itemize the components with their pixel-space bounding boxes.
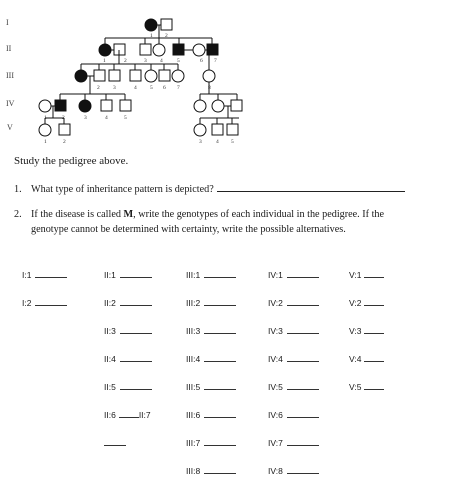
answer-I-1 [22, 270, 67, 280]
blank-V-2[interactable] [364, 298, 384, 306]
blank-II-5[interactable] [120, 382, 152, 390]
individual-III-2 [94, 70, 105, 81]
blank-IV-3[interactable] [287, 326, 319, 334]
answer-IV-6 [268, 410, 319, 420]
label-II-1: II:1 [104, 270, 116, 280]
num-III-6: 6 [163, 85, 166, 91]
individual-II-1 [99, 44, 111, 56]
label-II-4: II:4 [104, 354, 116, 364]
individual-III-3 [109, 70, 120, 81]
individual-IV-6 [194, 100, 206, 112]
individual-I-2 [161, 19, 172, 30]
individual-III-8 [203, 70, 215, 82]
num-II-4: 4 [160, 58, 163, 64]
blank-V-4[interactable] [364, 354, 384, 362]
label-I-1: I:1 [22, 270, 32, 280]
answer-II-5 [104, 382, 152, 392]
answer-III-6 [186, 410, 236, 420]
label-II-2: II:2 [104, 298, 116, 308]
label-II-5: II:5 [104, 382, 116, 392]
individual-III-5 [145, 70, 157, 82]
answer-II-2 [104, 298, 152, 308]
label-III-3: III:3 [186, 326, 201, 336]
num-III-2: 2 [97, 85, 100, 91]
blank-I-1[interactable] [35, 270, 67, 278]
blank-II-7[interactable] [104, 438, 126, 446]
label-V-3: V:3 [349, 326, 362, 336]
num-II-2: 2 [124, 58, 127, 64]
question-2 [14, 207, 444, 237]
label-III-6: III:6 [186, 410, 201, 420]
question-2-number: 2. [14, 209, 22, 220]
individual-IV-7 [212, 100, 224, 112]
answer-V-5 [349, 382, 384, 392]
blank-V-1[interactable] [364, 270, 384, 278]
individual-III-1 [75, 70, 87, 82]
answer-III-4 [186, 354, 236, 364]
label-IV-2: IV:2 [268, 298, 283, 308]
blank-I-2[interactable] [35, 298, 67, 306]
gen-label-v: V [7, 123, 13, 132]
blank-IV-5[interactable] [287, 382, 319, 390]
pedigree-chart [0, 0, 451, 150]
num-II-3: 3 [144, 58, 147, 64]
gen-label-iii: III [6, 71, 14, 80]
individual-IV-4 [101, 100, 112, 111]
individual-V-5 [227, 124, 238, 135]
instruction-text: Study the pedigree above. [14, 155, 129, 167]
blank-V-5[interactable] [364, 382, 384, 390]
individual-II-4 [153, 44, 165, 56]
gen-label-i: I [6, 18, 9, 27]
answer-III-3 [186, 326, 236, 336]
num-III-8: 8 [208, 85, 211, 91]
label-III-2: III:2 [186, 298, 201, 308]
answer-V-4 [349, 354, 384, 364]
blank-III-2[interactable] [204, 298, 236, 306]
label-IV-6: IV:6 [268, 410, 283, 420]
individual-II-6 [193, 44, 205, 56]
blank-II-3[interactable] [120, 326, 152, 334]
num-III-5: 5 [150, 85, 153, 91]
answer-I-2 [22, 298, 67, 308]
label-III-5: III:5 [186, 382, 201, 392]
blank-IV-8[interactable] [287, 466, 319, 474]
label-II-7: II:7 [138, 410, 151, 420]
question-2-text-after: , write the genotypes of each individual in the pedigree. If the [133, 209, 385, 220]
answer-III-2 [186, 298, 236, 308]
individual-V-2 [59, 124, 70, 135]
num-V-2: 2 [63, 139, 66, 145]
individual-III-6 [159, 70, 170, 81]
blank-II-2[interactable] [120, 298, 152, 306]
label-IV-7: IV:7 [268, 438, 283, 448]
label-III-7: III:7 [186, 438, 201, 448]
num-I-2: 2 [165, 33, 168, 39]
blank-IV-7[interactable] [287, 438, 319, 446]
answer-III-1 [186, 270, 236, 280]
answer-V-2 [349, 298, 384, 308]
blank-IV-1[interactable] [287, 270, 319, 278]
num-II-1: 1 [103, 58, 106, 64]
individual-IV-2 [55, 100, 66, 111]
num-I-1: 1 [150, 33, 153, 39]
individual-II-3 [140, 44, 151, 55]
num-II-5: 5 [177, 58, 180, 64]
question-1 [14, 182, 444, 197]
answer-III-7 [186, 438, 236, 448]
label-V-2: V:2 [349, 298, 362, 308]
answer-IV-7 [268, 438, 319, 448]
answer-II-4 [104, 354, 152, 364]
question-1-number: 1. [14, 184, 22, 195]
blank-III-3[interactable] [204, 326, 236, 334]
question-1-answer-line[interactable] [217, 182, 405, 192]
num-V-3: 3 [199, 139, 202, 145]
label-III-8: III:8 [186, 466, 201, 476]
num-III-7: 7 [177, 85, 180, 91]
blank-IV-6[interactable] [287, 410, 319, 418]
individual-III-4 [130, 70, 141, 81]
answer-V-3 [349, 326, 384, 336]
label-V-4: V:4 [349, 354, 362, 364]
num-V-5: 5 [231, 139, 234, 145]
blank-III-7[interactable] [204, 438, 236, 446]
label-III-1: III:1 [186, 270, 201, 280]
answer-III-8 [186, 466, 236, 476]
num-III-4: 4 [134, 85, 137, 91]
answer-IV-4 [268, 354, 319, 364]
blank-III-8[interactable] [204, 466, 236, 474]
num-IV-3: 3 [84, 115, 87, 121]
answer-II-1 [104, 270, 152, 280]
label-II-6: II:6 [104, 410, 116, 420]
label-I-2: I:2 [22, 298, 32, 308]
label-III-4: III:4 [186, 354, 201, 364]
answer-IV-1 [268, 270, 319, 280]
blank-II-1[interactable] [120, 270, 152, 278]
individual-I-1 [145, 19, 157, 31]
label-IV-1: IV:1 [268, 270, 283, 280]
blank-III-6[interactable] [204, 410, 236, 418]
individual-V-4 [212, 124, 223, 135]
num-IV-5: 5 [124, 115, 127, 121]
label-IV-4: IV:4 [268, 354, 283, 364]
blank-II-4[interactable] [120, 354, 152, 362]
label-II-3: II:3 [104, 326, 116, 336]
blank-IV-2[interactable] [287, 298, 319, 306]
individual-IV-3 [79, 100, 91, 112]
answer-II-7 [104, 438, 126, 448]
answer-IV-3 [268, 326, 319, 336]
individual-IV-1 [39, 100, 51, 112]
individual-IV-8 [231, 100, 242, 111]
gen-label-ii: II [6, 44, 12, 53]
blank-II-6[interactable] [119, 410, 139, 418]
answer-IV-5 [268, 382, 319, 392]
num-IV-1: 1 [44, 115, 47, 121]
blank-III-1[interactable] [204, 270, 236, 278]
question-2-disease-letter: M [123, 209, 134, 220]
answer-II-6 [104, 410, 151, 420]
individual-V-1 [39, 124, 51, 136]
num-V-4: 4 [216, 139, 219, 145]
answer-V-1 [349, 270, 384, 280]
answer-II-3 [104, 326, 152, 336]
num-III-3: 3 [113, 85, 116, 91]
blank-IV-4[interactable] [287, 354, 319, 362]
individual-V-3 [194, 124, 206, 136]
blank-V-3[interactable] [364, 326, 384, 334]
num-II-7: 7 [214, 58, 217, 64]
num-II-6: 6 [200, 58, 203, 64]
individual-IV-5 [120, 100, 131, 111]
num-V-1: 1 [44, 139, 47, 145]
question-2-text-before: If the disease is called [31, 209, 124, 220]
individual-III-7 [172, 70, 184, 82]
label-IV-3: IV:3 [268, 326, 283, 336]
individual-II-5 [173, 44, 184, 55]
answer-III-5 [186, 382, 236, 392]
blank-III-4[interactable] [204, 354, 236, 362]
num-IV-2: 2 [62, 115, 65, 121]
blank-III-5[interactable] [204, 382, 236, 390]
label-V-1: V:1 [349, 270, 362, 280]
label-IV-5: IV:5 [268, 382, 283, 392]
question-2-line-2: genotype cannot be determined with certainty, write the possible alternatives. [31, 224, 346, 235]
question-1-text: What type of inheritance pattern is depicted? [31, 184, 214, 195]
label-IV-8: IV:8 [268, 466, 283, 476]
label-V-5: V:5 [349, 382, 362, 392]
gen-label-iv: IV [6, 99, 15, 108]
answer-IV-8 [268, 466, 319, 476]
answer-IV-2 [268, 298, 319, 308]
num-IV-4: 4 [105, 115, 108, 121]
